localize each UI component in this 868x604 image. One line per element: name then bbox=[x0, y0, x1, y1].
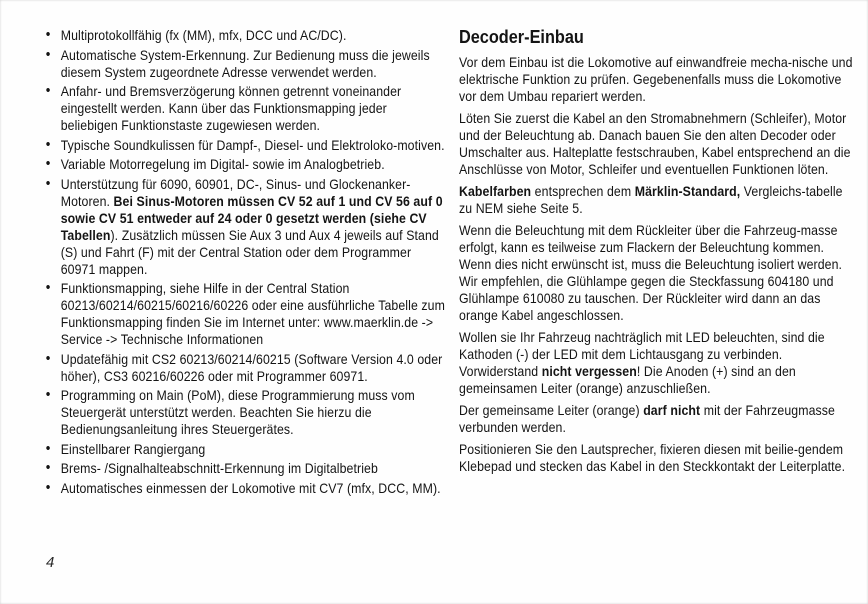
body-paragraph bbox=[459, 222, 853, 324]
feature-item bbox=[44, 156, 447, 173]
features-column bbox=[44, 27, 447, 499]
text-run: Updatefähig mit CS2 60213/60214/60215 (Software Version 4.0 oder höher), CS3 60216/60226 oder mit Programmer 60971. bbox=[60, 350, 443, 384]
text-run: ! Die Anoden (+) sind an den gemeinsamen Leiter (orange) anzuschließen. bbox=[459, 363, 796, 396]
feature-item bbox=[44, 441, 447, 458]
text-run: Positionieren Sie den Lautsprecher, fixieren diesen mit beilie-gendem Klebepad und stecken das Kabel in den Steckkontakt der Leiterplatte. bbox=[459, 441, 846, 474]
body-paragraph bbox=[459, 54, 853, 105]
feature-item bbox=[44, 27, 447, 44]
section-body bbox=[459, 54, 853, 475]
feature-item bbox=[44, 480, 447, 497]
features-list bbox=[44, 27, 447, 497]
text-run: ). Zusätzlich müssen Sie Aux 3 und Aux 4 jeweils auf Stand (S) und Fahrt (F) mit der Central Station oder dem Programmer 60971 mappen. bbox=[60, 226, 439, 277]
feature-item bbox=[44, 83, 447, 134]
text-run: Unterstützung für 6090, 60901, DC-, Sinus- und Glockenanker-Motoren. bbox=[60, 175, 411, 209]
decoder-einbau-column bbox=[459, 27, 853, 480]
page-number: 4 bbox=[46, 554, 55, 571]
feature-item bbox=[44, 351, 447, 385]
bold-text-run: Kabelfarben bbox=[459, 183, 532, 199]
text-run: Typische Soundkulissen für Dampf-, Diesel- und Elektroloko-motiven. bbox=[60, 136, 445, 153]
feature-item bbox=[44, 460, 447, 477]
text-run: Automatische System-Erkennung. Zur Bedienung muss die jeweils diesem System zugeordnete Adresse verwendet werden. bbox=[60, 46, 430, 80]
text-run: Wenn die Beleuchtung mit dem Rückleiter über die Fahrzeug-masse erfolgt, kann es teilweise zum Flackern der Beleuchtung kommen. Wenn dies nicht erwünscht ist, muss die Beleuchtung isoliert werden. Wir empfehlen, die Glühlampe gegen die Steckfassung 604180 und Glühlampe 610080 zu tauschen. Der Rückleiter wird dann an das orange Kabel angeschlossen. bbox=[459, 222, 843, 323]
text-run: Einstellbarer Rangiergang bbox=[60, 440, 206, 457]
text-run: Anfahr- und Bremsverzögerung können getrennt voneinander eingestellt werden. Kann über das Funktionsmapping jeder beliebigen Funktionstaste zugewiesen werden. bbox=[60, 83, 402, 133]
text-run: mit der Fahrzeugmasse verbunden werden. bbox=[459, 402, 835, 435]
feature-item bbox=[44, 280, 447, 348]
text-run: entsprechen dem bbox=[531, 183, 635, 199]
bold-text-run: darf nicht bbox=[643, 402, 701, 418]
body-paragraph bbox=[459, 329, 853, 397]
section-heading: Decoder-Einbau bbox=[459, 26, 584, 47]
text-run: Brems- /Signalhalteabschnitt-Erkennung im Digitalbetrieb bbox=[60, 460, 378, 476]
text-run: Programming on Main (PoM), diese Programmierung muss vom Steuergerät unterstützt werden. Beachten Sie hierzu die Bedienungsanleitung ihres Steuergerätes. bbox=[60, 387, 415, 437]
text-run: Variable Motorregelung im Digital- sowie im Analogbetrieb. bbox=[60, 156, 385, 172]
feature-item bbox=[44, 47, 447, 81]
text-run: Automatisches einmessen der Lokomotive mit CV7 (mfx, DCC, MM). bbox=[60, 479, 441, 496]
body-paragraph bbox=[459, 441, 853, 475]
feature-item bbox=[44, 387, 447, 438]
feature-item bbox=[44, 176, 447, 278]
bold-text-run: nicht vergessen bbox=[541, 363, 637, 379]
body-paragraph bbox=[459, 110, 853, 178]
text-run: Vor dem Einbau ist die Lokomotive auf einwandfreie mecha-nische und elektrische Funktion zu prüfen. Gegebenenfalls muss die Lokomotive vor dem Umbau repariert werden. bbox=[459, 54, 853, 104]
text-run: Wollen sie Ihr Fahrzeug nachträglich mit LED beleuchten, sind die Kathoden (-) der LED mit dem Lichtausgang zu verbinden. Vorwiderstand bbox=[459, 329, 825, 379]
body-paragraph bbox=[459, 183, 853, 217]
bold-text-run: Märklin-Standard, bbox=[634, 183, 741, 199]
text-run: Löten Sie zuerst die Kabel an den Stromabnehmern (Schleifer), Motor und der Beleuchtung ab. Danach bauen Sie den alten Decoder oder Umschalter aus. Halteplatte festschrauben, Kabel entsprechend an die Anschlüsse von Motor, Schleifer und eventuellen Funktionen löten. bbox=[459, 110, 851, 177]
text-run: Funktionsmapping, siehe Hilfe in der Central Station 60213/60214/60215/60216/60226 oder eine ausführliche Tabelle zum Funktionsmapping finden Sie im Internet unter: www.maerklin.de -> Service -> Technische Informationen bbox=[60, 280, 445, 347]
body-paragraph bbox=[459, 402, 853, 436]
text-run: Vergleichs-tabelle zu NEM siehe Seite 5. bbox=[459, 183, 843, 216]
text-run: Multiprotokollfähig (fx (MM), mfx, DCC und AC/DC). bbox=[60, 27, 347, 43]
feature-item bbox=[44, 137, 447, 154]
bold-text-run: Bei Sinus-Motoren müssen CV 52 auf 1 und CV 56 auf 0 sowie CV 51 entweder auf 24 oder 0 gesetzt werden (siehe CV Tabellen bbox=[60, 192, 443, 243]
text-run: Der gemeinsame Leiter (orange) bbox=[459, 402, 644, 418]
